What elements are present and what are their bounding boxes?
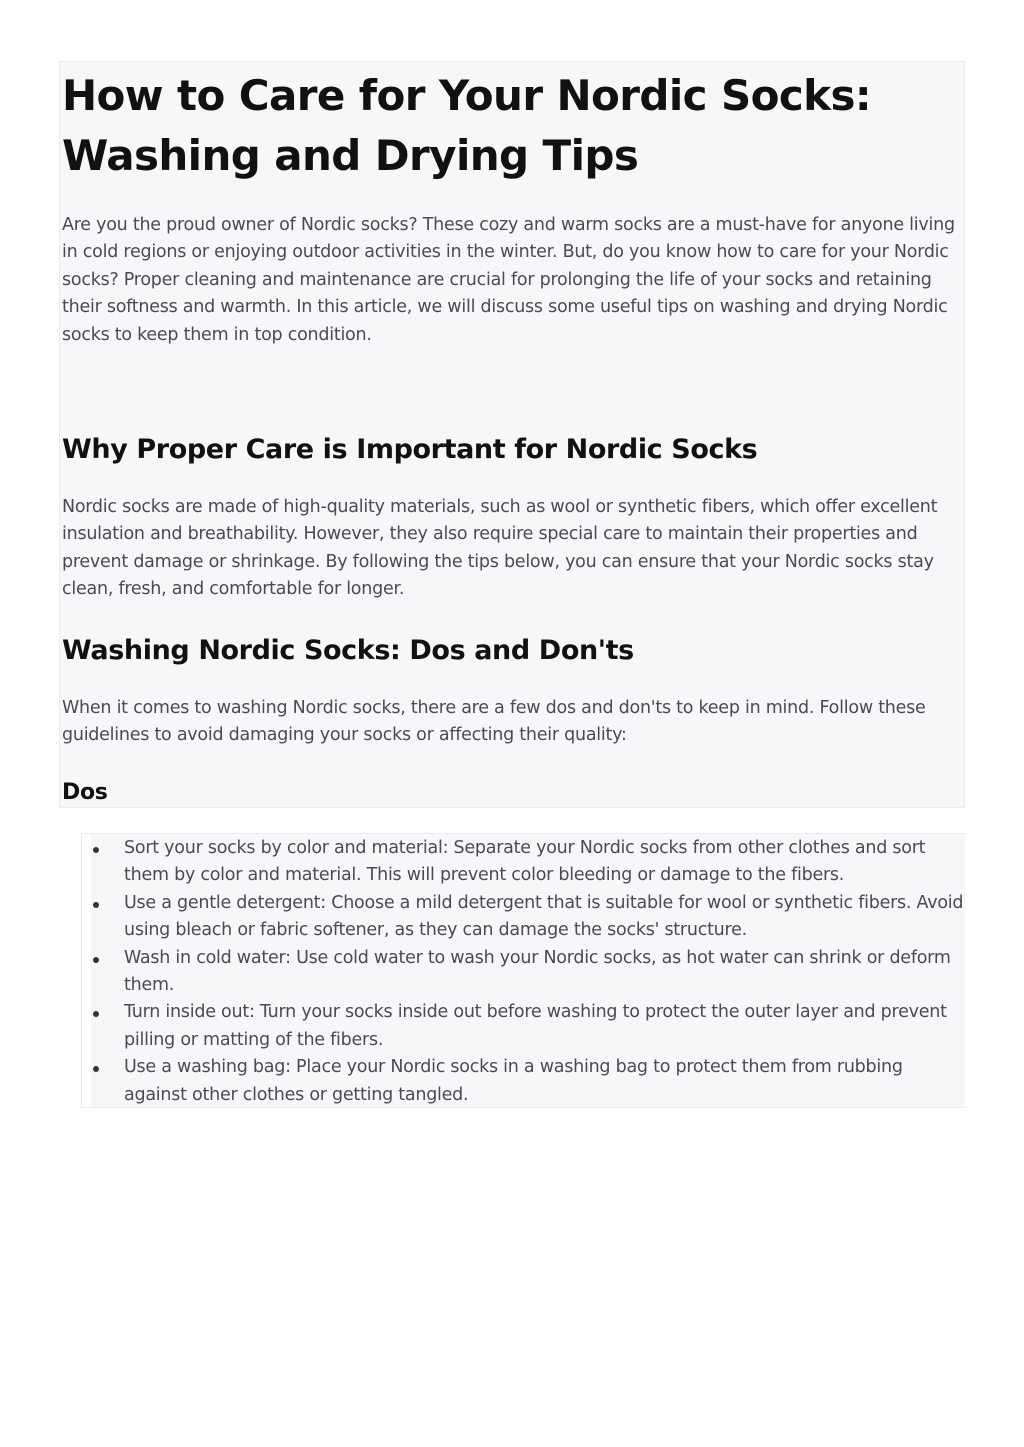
bullet-icon [93, 1066, 99, 1072]
list-item [124, 1054, 965, 1108]
article-panel [59, 61, 965, 808]
bullet-icon [93, 1011, 99, 1017]
intro-paragraph: Are you the proud owner of Nordic socks? These cozy and warm socks are a must-have for anyone living in cold regions or enjoying outdoor activities in the winter. But, do you know how to care for your Nordic socks? Proper cleaning and maintenance are crucial for prolonging the life of your socks and retaining their softness and warmth. In this article, we will discuss some useful tips on washing and drying Nordic socks to keep them in top condition. [62, 215, 955, 345]
article-title: How to Care for Your Nordic Socks: Washing and Drying Tips [62, 71, 872, 180]
list-item-text: Sort your socks by color and material: Separate your Nordic socks from other clothes and sort them by color and material. This will prevent color bleeding or damage to the fibers. [124, 838, 926, 886]
list-item-text: Turn inside out: Turn your socks inside out before washing to protect the outer layer and prevent pilling or matting of the fibers. [124, 1002, 947, 1050]
list-item [124, 835, 965, 890]
dos-list [124, 835, 965, 1108]
bullet-icon [93, 902, 99, 908]
section-heading-why-care: Why Proper Care is Important for Nordic Socks [62, 434, 758, 465]
section-heading-washing: Washing Nordic Socks: Dos and Don'ts [62, 635, 634, 666]
list-item-text: Use a gentle detergent: Choose a mild detergent that is suitable for wool or synthetic fibers. Avoid using bleach or fabric softener, as they can damage the socks' structure. [124, 892, 964, 941]
list-item-text: Wash in cold water: Use cold water to wash your Nordic socks, as hot water can shrink or deform them. [124, 947, 951, 996]
bullet-icon [93, 847, 99, 853]
list-item [124, 999, 965, 1054]
dos-heading: Dos [62, 780, 108, 805]
list-item [124, 945, 965, 1000]
section-body-washing: When it comes to washing Nordic socks, there are a few dos and don'ts to keep in mind. Follow these guidelines to avoid damaging your socks or affecting their quality: [62, 698, 926, 746]
bullet-icon [93, 957, 99, 963]
list-item [124, 890, 965, 945]
list-item-text: Use a washing bag: Place your Nordic socks in a washing bag to protect them from rubbing against other clothes or getting tangled. [124, 1057, 903, 1105]
dos-list-panel [81, 833, 965, 1108]
section-body-why-care: Nordic socks are made of high-quality materials, such as wool or synthetic fibers, which offer excellent insulation and breathability. However, they also require special care to maintain their properties and prevent damage or shrinkage. By following the tips below, you can ensure that your Nordic socks stay clean, fresh, and comfortable for longer. [62, 497, 938, 600]
